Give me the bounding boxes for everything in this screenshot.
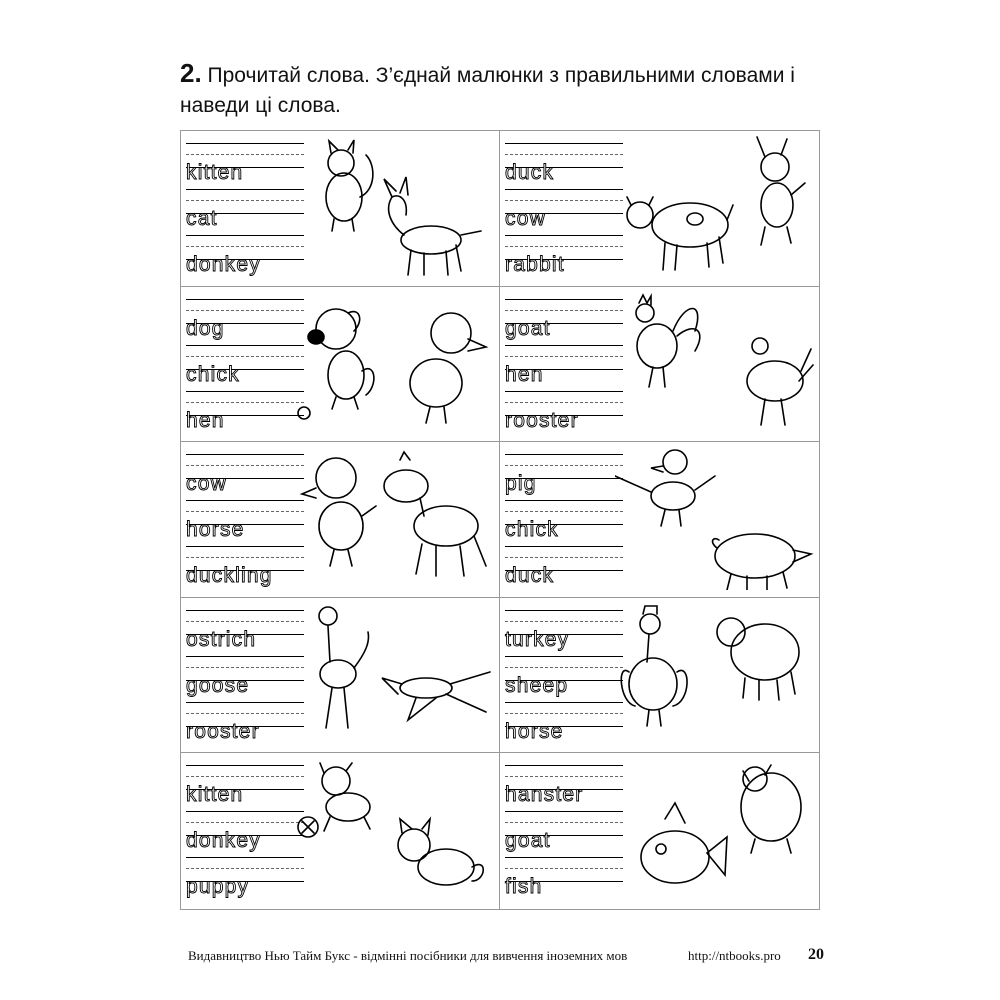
word-list: [505, 293, 623, 431]
trace-word[interactable]: duckling: [186, 540, 304, 586]
exercise-cell: [181, 598, 500, 754]
trace-word[interactable]: dog: [186, 293, 304, 339]
trace-word[interactable]: rooster: [186, 696, 304, 742]
rabbit-picture[interactable]: [757, 137, 805, 245]
word-list: [186, 137, 304, 275]
cow-picture[interactable]: [627, 197, 733, 270]
horse-picture[interactable]: [384, 452, 486, 576]
exercise-cell: [181, 131, 500, 287]
word-list: [186, 759, 304, 897]
donkey-picture[interactable]: [384, 177, 481, 275]
trace-word[interactable]: duck: [505, 540, 623, 586]
trace-word[interactable]: hen: [186, 385, 304, 431]
trace-word[interactable]: donkey: [186, 229, 304, 275]
trace-word[interactable]: donkey: [186, 805, 304, 851]
trace-word[interactable]: turkey: [505, 604, 623, 650]
ostrich-picture[interactable]: [319, 607, 368, 728]
exercise-cell: [500, 598, 819, 754]
publisher-text: Видавництво Нью Тайм Букс - відмінні посібники для вивчення іноземних мов: [188, 948, 628, 963]
website-link[interactable]: http://ntbooks.pro: [688, 948, 781, 963]
exercise-cell: [181, 442, 500, 598]
word-list: [186, 604, 304, 742]
exercise-grid: [180, 130, 820, 910]
trace-word[interactable]: kitten: [186, 759, 304, 805]
exercise-cell: [500, 287, 819, 443]
word-list: [505, 448, 623, 586]
trace-word[interactable]: cow: [505, 183, 623, 229]
trace-word[interactable]: duck: [505, 137, 623, 183]
task-heading: [180, 58, 840, 121]
trace-word[interactable]: chick: [186, 339, 304, 385]
word-list: [505, 604, 623, 742]
duck-picture[interactable]: [615, 450, 715, 526]
pig-picture[interactable]: [713, 534, 811, 590]
task-number: 2.: [180, 58, 202, 88]
page-number: 20: [808, 946, 824, 963]
picture-area: [296, 757, 496, 901]
trace-word[interactable]: ostrich: [186, 604, 304, 650]
picture-area: [615, 446, 815, 590]
trace-word[interactable]: horse: [186, 494, 304, 540]
hen-picture[interactable]: [747, 338, 813, 425]
trace-word[interactable]: rooster: [505, 385, 623, 431]
task-instruction: Прочитай слова. З’єднай малюнки з правильними словами і наведи ці слова.: [180, 64, 795, 117]
trace-word[interactable]: rabbit: [505, 229, 623, 275]
goose-picture[interactable]: [382, 672, 490, 720]
trace-word[interactable]: goose: [186, 650, 304, 696]
word-list: [186, 448, 304, 586]
trace-word[interactable]: goat: [505, 293, 623, 339]
word-list: [186, 293, 304, 431]
trace-word[interactable]: kitten: [186, 137, 304, 183]
picture-area: [615, 135, 815, 279]
kitten-picture[interactable]: [398, 819, 483, 885]
picture-area: [296, 602, 496, 746]
sheep-picture[interactable]: [717, 618, 799, 700]
picture-area: [615, 757, 815, 901]
trace-word[interactable]: sheep: [505, 650, 623, 696]
trace-word[interactable]: hanster: [505, 759, 623, 805]
dog-picture[interactable]: [298, 309, 374, 419]
trace-word[interactable]: fish: [505, 851, 623, 897]
word-list: [505, 137, 623, 275]
picture-area: [615, 291, 815, 435]
trace-word[interactable]: chick: [505, 494, 623, 540]
trace-word[interactable]: goat: [505, 805, 623, 851]
picture-area: [296, 135, 496, 279]
trace-word[interactable]: hen: [505, 339, 623, 385]
exercise-cell: [500, 442, 819, 598]
picture-area: [615, 602, 815, 746]
picture-area: [296, 291, 496, 435]
word-list: [505, 759, 623, 897]
trace-word[interactable]: horse: [505, 696, 623, 742]
cat-picture[interactable]: [326, 140, 373, 231]
turkey-picture[interactable]: [621, 606, 687, 726]
chick-picture[interactable]: [410, 313, 486, 423]
fish-picture[interactable]: [641, 803, 727, 883]
exercise-cell: [500, 753, 819, 909]
exercise-cell: [181, 753, 500, 909]
trace-word[interactable]: puppy: [186, 851, 304, 897]
trace-word[interactable]: cow: [186, 448, 304, 494]
rooster-picture[interactable]: [636, 295, 700, 387]
trace-word[interactable]: cat: [186, 183, 304, 229]
picture-area: [296, 446, 496, 590]
puppy-picture[interactable]: [298, 763, 370, 837]
exercise-cell: [181, 287, 500, 443]
duckling-picture[interactable]: [302, 458, 376, 566]
trace-word[interactable]: pig: [505, 448, 623, 494]
exercise-cell: [500, 131, 819, 287]
hamster-picture[interactable]: [741, 765, 801, 853]
